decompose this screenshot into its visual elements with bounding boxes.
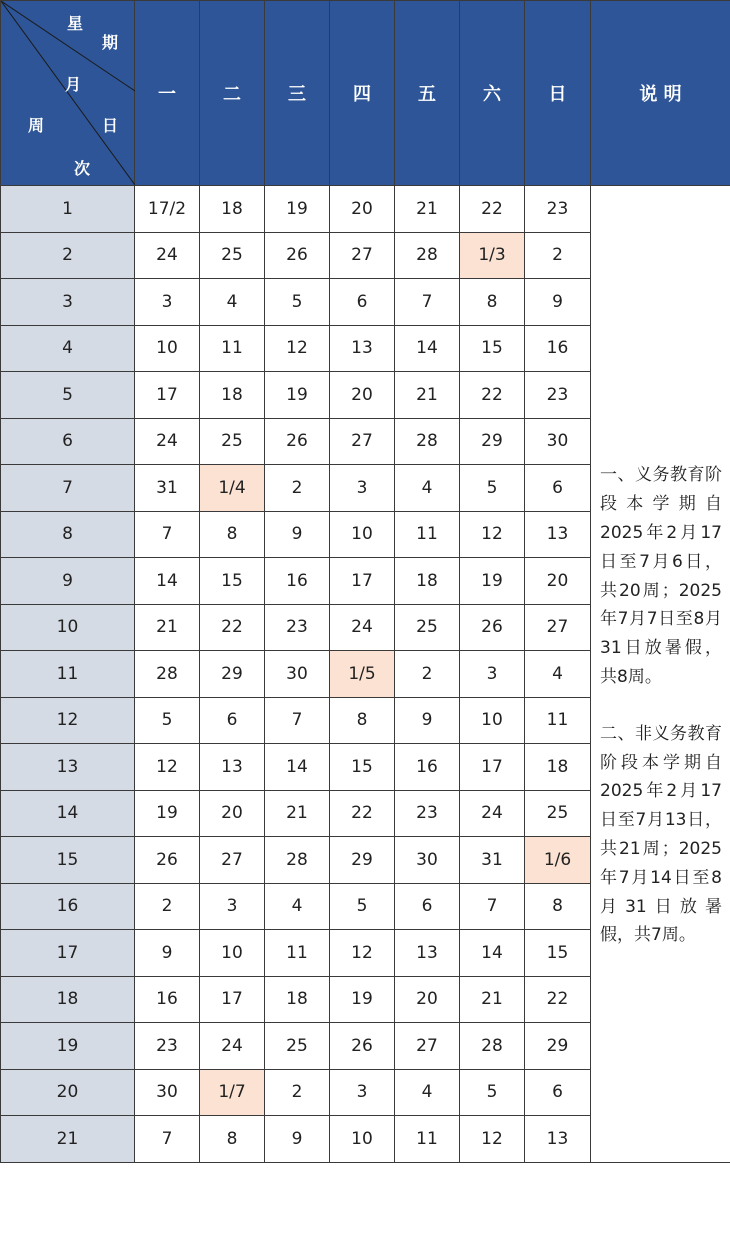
weekday-header-tue: 二 (200, 1, 265, 186)
date-cell: 26 (265, 232, 330, 279)
date-cell: 14 (135, 558, 200, 605)
date-cell: 27 (330, 418, 395, 465)
corner-label-weekday-2: 期 (102, 33, 119, 52)
date-cell: 15 (525, 930, 591, 977)
date-cell: 25 (525, 790, 591, 837)
date-cell: 11 (395, 511, 460, 558)
week-number-cell: 21 (1, 1116, 135, 1163)
date-cell: 27 (525, 604, 591, 651)
date-cell: 13 (525, 1116, 591, 1163)
date-cell: 9 (395, 697, 460, 744)
week-number-cell: 16 (1, 883, 135, 930)
week-number-cell: 12 (1, 697, 135, 744)
date-cell: 23 (395, 790, 460, 837)
week-number-cell: 9 (1, 558, 135, 605)
date-cell: 17 (460, 744, 525, 791)
date-cell: 11 (525, 697, 591, 744)
date-cell: 17 (330, 558, 395, 605)
week-row (1, 186, 730, 233)
date-cell: 13 (330, 325, 395, 372)
date-cell: 8 (330, 697, 395, 744)
weekday-header-sat: 六 (460, 1, 525, 186)
date-cell: 26 (330, 1023, 395, 1070)
note-paragraph: 二、非义务教育阶段本学期自2025年2月17日至7月13日，共21周；2025年7月14日至8月31日放暑假，共7周。 (600, 723, 722, 946)
date-cell: 16 (265, 558, 330, 605)
date-cell: 22 (330, 790, 395, 837)
date-cell: 13 (395, 930, 460, 977)
date-cell: 30 (265, 651, 330, 698)
date-cell: 20 (330, 372, 395, 419)
date-cell: 15 (200, 558, 265, 605)
date-cell: 17/2 (135, 186, 200, 233)
date-cell: 9 (265, 1116, 330, 1163)
month-start-date-cell: 1/6 (525, 837, 591, 884)
notes-cell (591, 186, 730, 1163)
date-cell: 12 (135, 744, 200, 791)
week-number-cell: 18 (1, 976, 135, 1023)
date-cell: 25 (200, 232, 265, 279)
date-cell: 28 (265, 837, 330, 884)
date-cell: 28 (460, 1023, 525, 1070)
date-cell: 6 (395, 883, 460, 930)
date-cell: 8 (460, 279, 525, 326)
date-cell: 7 (265, 697, 330, 744)
weekday-header-thu: 四 (330, 1, 395, 186)
corner-label-week: 周 (28, 116, 45, 135)
date-cell: 14 (395, 325, 460, 372)
date-cell: 5 (460, 465, 525, 512)
header-corner-cell (1, 1, 135, 186)
date-cell: 5 (460, 1069, 525, 1116)
week-number-cell: 13 (1, 744, 135, 791)
date-cell: 10 (135, 325, 200, 372)
week-number-cell: 4 (1, 325, 135, 372)
date-cell: 15 (460, 325, 525, 372)
date-cell: 18 (200, 186, 265, 233)
date-cell: 31 (460, 837, 525, 884)
date-cell: 25 (200, 418, 265, 465)
week-number-cell: 10 (1, 604, 135, 651)
date-cell: 10 (460, 697, 525, 744)
date-cell: 7 (460, 883, 525, 930)
date-cell: 5 (265, 279, 330, 326)
date-cell: 9 (525, 279, 591, 326)
date-cell: 18 (395, 558, 460, 605)
week-number-cell: 6 (1, 418, 135, 465)
date-cell: 24 (200, 1023, 265, 1070)
week-number-cell: 7 (1, 465, 135, 512)
date-cell: 9 (135, 930, 200, 977)
date-cell: 14 (460, 930, 525, 977)
week-number-cell: 17 (1, 930, 135, 977)
date-cell: 4 (395, 1069, 460, 1116)
date-cell: 2 (395, 651, 460, 698)
date-cell: 25 (265, 1023, 330, 1070)
date-cell: 16 (135, 976, 200, 1023)
date-cell: 13 (525, 511, 591, 558)
note-paragraph: 一、义务教育阶段本学期自2025年2月17日至7月6日，共20周；2025年7月7日至8月31日放暑假，共8周。 (600, 465, 722, 687)
date-cell: 6 (525, 1069, 591, 1116)
weekday-header-mon: 一 (135, 1, 200, 186)
corner-label-weekday: 星 (67, 14, 84, 33)
date-cell: 16 (525, 325, 591, 372)
notes-header: 说 明 (591, 1, 730, 186)
date-cell: 23 (525, 372, 591, 419)
date-cell: 30 (525, 418, 591, 465)
date-cell: 22 (460, 186, 525, 233)
date-cell: 21 (265, 790, 330, 837)
week-number-cell: 14 (1, 790, 135, 837)
date-cell: 8 (525, 883, 591, 930)
date-cell: 28 (395, 232, 460, 279)
date-cell: 6 (525, 465, 591, 512)
date-cell: 4 (200, 279, 265, 326)
date-cell: 12 (460, 1116, 525, 1163)
month-start-date-cell: 1/7 (200, 1069, 265, 1116)
date-cell: 7 (135, 511, 200, 558)
date-cell: 6 (200, 697, 265, 744)
calendar-body (1, 186, 730, 1163)
date-cell: 11 (200, 325, 265, 372)
date-cell: 19 (330, 976, 395, 1023)
notes-content (591, 369, 730, 950)
week-number-cell: 11 (1, 651, 135, 698)
date-cell: 20 (395, 976, 460, 1023)
date-cell: 2 (265, 465, 330, 512)
date-cell: 5 (330, 883, 395, 930)
date-cell: 4 (395, 465, 460, 512)
corner-label-month: 月 (65, 75, 82, 94)
date-cell: 8 (200, 1116, 265, 1163)
week-number-cell: 2 (1, 232, 135, 279)
date-cell: 19 (265, 186, 330, 233)
date-cell: 13 (200, 744, 265, 791)
date-cell: 18 (265, 976, 330, 1023)
week-number-cell: 3 (1, 279, 135, 326)
date-cell: 21 (135, 604, 200, 651)
date-cell: 21 (460, 976, 525, 1023)
date-cell: 22 (200, 604, 265, 651)
date-cell: 17 (200, 976, 265, 1023)
date-cell: 26 (265, 418, 330, 465)
date-cell: 19 (460, 558, 525, 605)
date-cell: 9 (265, 511, 330, 558)
week-number-cell: 20 (1, 1069, 135, 1116)
date-cell: 12 (460, 511, 525, 558)
date-cell: 14 (265, 744, 330, 791)
date-cell: 24 (135, 418, 200, 465)
date-cell: 21 (395, 372, 460, 419)
date-cell: 30 (395, 837, 460, 884)
date-cell: 19 (265, 372, 330, 419)
date-cell: 22 (525, 976, 591, 1023)
date-cell: 18 (200, 372, 265, 419)
date-cell: 20 (200, 790, 265, 837)
date-cell: 3 (200, 883, 265, 930)
weekday-header-fri: 五 (395, 1, 460, 186)
corner-label-day: 日 (102, 116, 119, 135)
date-cell: 16 (395, 744, 460, 791)
date-cell: 12 (265, 325, 330, 372)
date-cell: 4 (265, 883, 330, 930)
date-cell: 3 (330, 465, 395, 512)
date-cell: 30 (135, 1069, 200, 1116)
date-cell: 11 (265, 930, 330, 977)
date-cell: 10 (330, 511, 395, 558)
date-cell: 10 (330, 1116, 395, 1163)
header-row (1, 1, 730, 186)
date-cell: 15 (330, 744, 395, 791)
corner-label-ci: 次 (74, 159, 91, 178)
date-cell: 3 (460, 651, 525, 698)
date-cell: 20 (525, 558, 591, 605)
date-cell: 23 (135, 1023, 200, 1070)
month-start-date-cell: 1/5 (330, 651, 395, 698)
date-cell: 7 (135, 1116, 200, 1163)
date-cell: 22 (460, 372, 525, 419)
date-cell: 29 (330, 837, 395, 884)
date-cell: 21 (395, 186, 460, 233)
week-number-cell: 8 (1, 511, 135, 558)
date-cell: 2 (525, 232, 591, 279)
date-cell: 24 (330, 604, 395, 651)
date-cell: 29 (525, 1023, 591, 1070)
week-number-cell: 15 (1, 837, 135, 884)
month-start-date-cell: 1/3 (460, 232, 525, 279)
date-cell: 19 (135, 790, 200, 837)
date-cell: 3 (135, 279, 200, 326)
date-cell: 26 (135, 837, 200, 884)
date-cell: 24 (135, 232, 200, 279)
date-cell: 17 (135, 372, 200, 419)
week-number-cell: 1 (1, 186, 135, 233)
date-cell: 23 (525, 186, 591, 233)
date-cell: 24 (460, 790, 525, 837)
date-cell: 27 (330, 232, 395, 279)
date-cell: 18 (525, 744, 591, 791)
date-cell: 23 (265, 604, 330, 651)
date-cell: 27 (200, 837, 265, 884)
date-cell: 20 (330, 186, 395, 233)
month-start-date-cell: 1/4 (200, 465, 265, 512)
week-number-cell: 5 (1, 372, 135, 419)
weekday-header-sun: 日 (525, 1, 591, 186)
weekday-header-wed: 三 (265, 1, 330, 186)
date-cell: 29 (200, 651, 265, 698)
date-cell: 6 (330, 279, 395, 326)
date-cell: 2 (135, 883, 200, 930)
date-cell: 4 (525, 651, 591, 698)
date-cell: 28 (135, 651, 200, 698)
date-cell: 25 (395, 604, 460, 651)
date-cell: 3 (330, 1069, 395, 1116)
date-cell: 29 (460, 418, 525, 465)
date-cell: 2 (265, 1069, 330, 1116)
date-cell: 12 (330, 930, 395, 977)
date-cell: 27 (395, 1023, 460, 1070)
date-cell: 7 (395, 279, 460, 326)
date-cell: 31 (135, 465, 200, 512)
date-cell: 11 (395, 1116, 460, 1163)
date-cell: 5 (135, 697, 200, 744)
date-cell: 26 (460, 604, 525, 651)
date-cell: 28 (395, 418, 460, 465)
week-number-cell: 19 (1, 1023, 135, 1070)
date-cell: 10 (200, 930, 265, 977)
date-cell: 8 (200, 511, 265, 558)
